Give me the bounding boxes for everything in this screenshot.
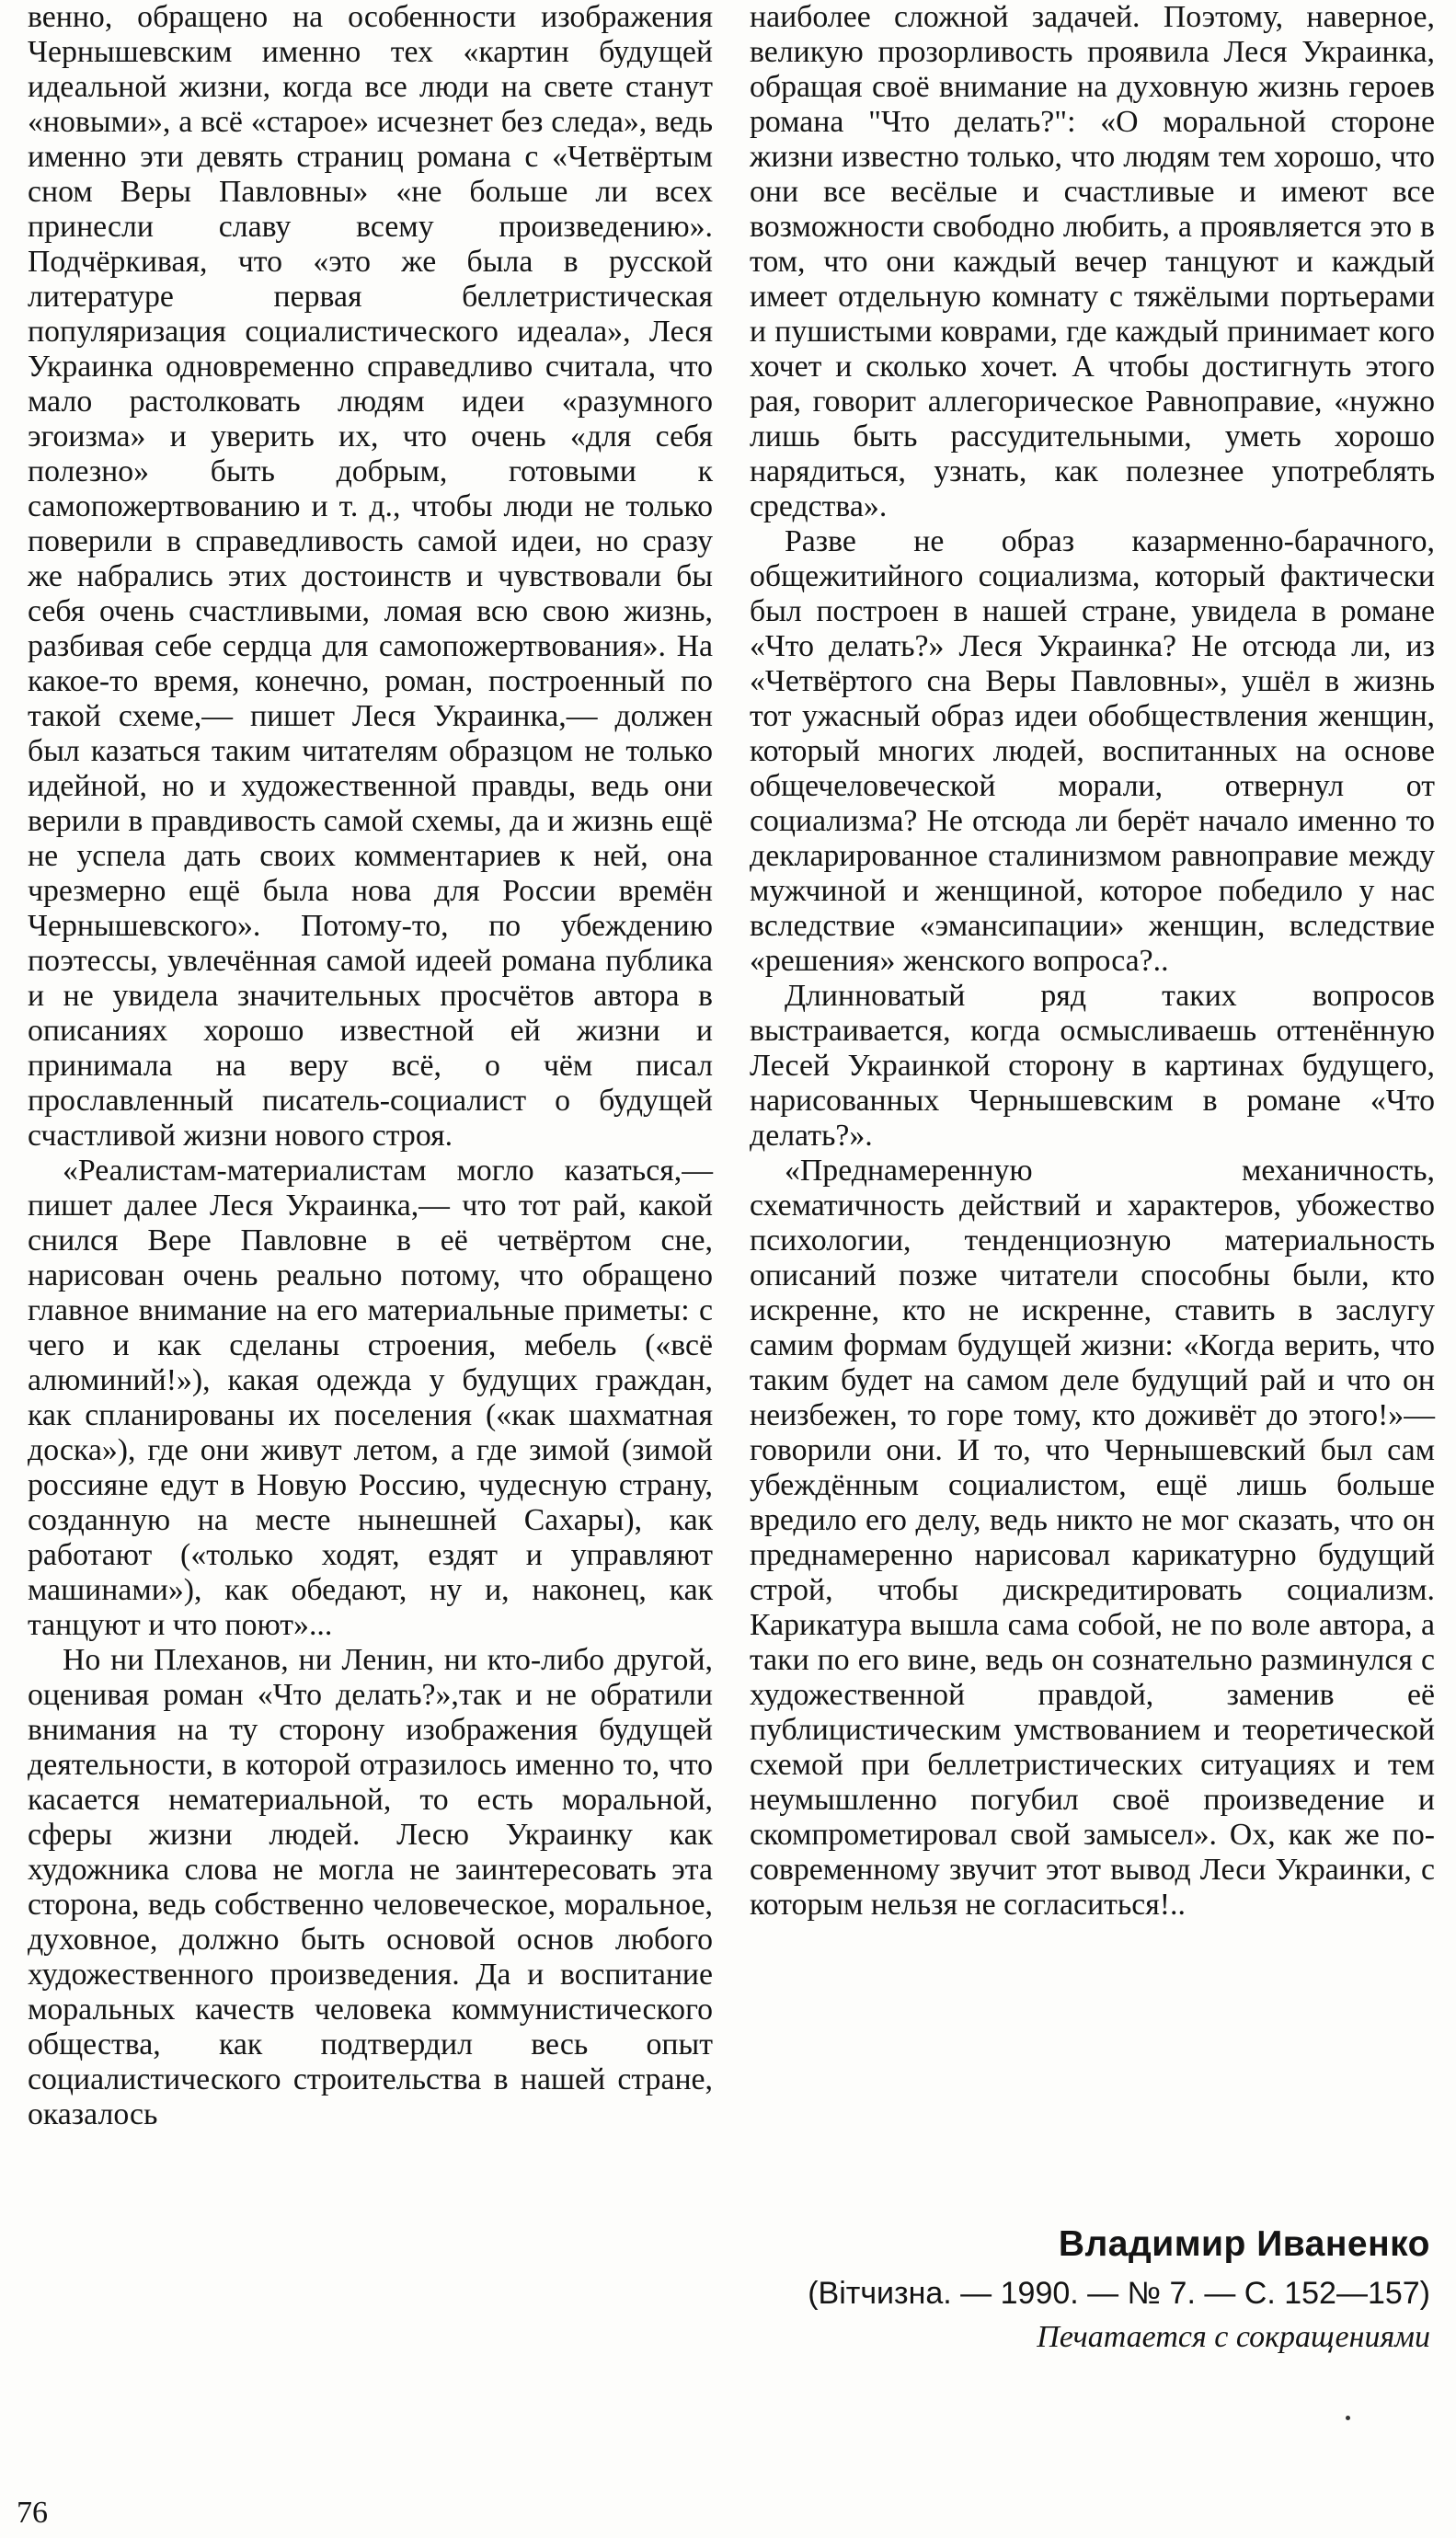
left-paragraph-2: «Реалистам-материалистам могло казаться,— пишет далее Леся Украинка,— что тот рай, какой снился Вере Павловне в её четвёртом сне, нарисован очень реально потому, что обращено главное внимание на его материальные приметы: с чего и как сделаны строения, мебель («всё алюминий!»), какая одежда у будущих граждан, как спланированы их поселения («как шахматная доска»), где они живут летом, а где зимой (зимой россияне едут в Новую Россию, чудесную страну, созданную на месте нынешней Сахары), как работают («только ходят, ездят и управляют машинами»), как обедают, ну и, наконец, как танцуют и что поют»... xyxy=(28,1154,713,1642)
right-column xyxy=(750,0,1435,1923)
left-paragraph-3: Но ни Плеханов, ни Ленин, ни кто-либо другой, оценивая роман «Что делать?»,так и не обратили внимания на ту сторону изображения будущей деятельности, в которой отразилось именно то, что касается нематериальной, то есть моральной, сферы жизни людей. Лесю Украинку как художника слова не могла не заинтересовать эта сторона, ведь собственно человеческое, моральное, духовное, должно быть основой основ любого художественного произведения. Да и воспитание моральных качеств человека коммунистического общества, как подтвердил весь опыт социалистического строительства в нашей стране, оказалось xyxy=(28,1643,713,2131)
source-citation: (Вітчизна. — 1990. — № 7. — С. 152—157) xyxy=(808,2276,1430,2311)
end-mark xyxy=(1346,2416,1350,2420)
right-paragraph-4: «Преднамеренную механичность, схематичность действий и характеров, убожество психологии, тенденциозную материальность описаний позже читатели способны были, кто искренне, кто не искренне, ставить в заслугу самим формам будущей жизни: «Когда верить, что таким будет на самом деле будущий рай и что он неизбежен, то горе тому, кто доживёт до этого!»— говорили они. И то, что Чернышевский был сам убеждённым социалистом, ещё лишь больше вредило его делу, ведь никто не мог сказать, что он преднамеренно нарисовал карикатурно будущий строй, чтобы дискредитировать социализм. Карикатура вышла сама собой, не по воле автора, а таки по его вине, ведь он сознательно разминулся с художественной правдой, заменив её публицистическим умствованием и теоретической схемой при беллетристических ситуациях и тем неумышленно погубил своё произведение и скомпрометировал свой замысел». Ох, как же по-современному звучит этот вывод Леси Украинки, с которым нельзя не согласиться!.. xyxy=(750,1154,1435,1922)
left-column xyxy=(28,0,713,2132)
right-paragraph-2: Разве не образ казарменно-барачного, общежитийного социализма, который фактически был построен в нашей стране, увидела в романе «Что делать?» Леся Украинка? Не отсюда ли, из «Четвёртого сна Веры Павловны», ушёл в жизнь тот ужасный образ идеи обобществления женщин, который многих людей, воспитанных на основе общечеловеческой морали, отвернул от социализма? Не отсюда ли берёт начало именно то декларированное сталинизмом равноправие между мужчиной и женщиной, которое победило у нас вследствие «эмансипации» женщин, вследствие «решения» женского вопроса?.. xyxy=(750,524,1435,978)
abridgement-note: Печатается с сокращениями xyxy=(1037,2320,1430,2354)
right-paragraph-3: Длинноватый ряд таких вопросов выстраивается, когда осмысливаешь оттенённую Лесей Украинкой сторону в картинах будущего, нарисованных Чернышевским в романе «Что делать?». xyxy=(750,979,1435,1153)
author-name: Владимир Иваненко xyxy=(1058,2224,1430,2264)
page-number: 76 xyxy=(17,2496,48,2530)
left-paragraph-1: венно, обращено на особенности изображения Чернышевским именно тех «картин будущей идеальной жизни, когда все люди на свете станут «новыми», а всё «старое» исчезнет без следа», ведь именно эти девять страниц романа с «Четвёртым сном Веры Павловны» «не больше ли всех принесли славу всему произведению». Подчёркивая, что «это же была в русской литературе первая беллетристическая популяризация социалистического идеала», Леся Украинка одновременно справедливо считала, что мало растолковать людям идеи «разумного эгоизма» и уверить их, что очень «для себя полезно» быть добрым, готовыми к самопожертвованию и т. д., чтобы люди не только поверили в справедливость самой идеи, но сразу же набрались этих достоинств и чувствовали бы себя очень счастливыми, ломая всю свою жизнь, разбивая себе сердца для самопожертвования». На какое-то время, конечно, роман, построенный по такой схеме,— пишет Леся Украинка,— должен был казаться таким читателям образцом не только идейной, но и художественной правды, ведь они верили в правдивость самой схемы, да и жизнь ещё не успела дать своих комментариев к ней, она чрезмерно ещё была нова для России времён Чернышевского». Потому-то, по убеждению поэтессы, увлечённая самой идеей романа публика и не увидела значительных просчётов автора в описаниях хорошо известной ей жизни и принимала на веру всё, о чём писал прославленный писатель-социалист о будущей счастливой жизни нового строя. xyxy=(28,0,713,1153)
article-signature xyxy=(750,2222,1430,2358)
right-paragraph-1: наиболее сложной задачей. Поэтому, наверное, великую прозорливость проявила Леся Украинка, обращая своё внимание на духовную жизнь героев романа "Что делать?": «О моральной стороне жизни известно только, что людям тем хорошо, что они все весёлые и счастливые и имеют все возможности свободно любить, а проявляется это в том, что они каждый вечер танцуют и каждый имеет отдельную комнату с тяжёлыми портьерами и пушистыми коврами, где каждый принимает кого хочет и сколько хочет. А чтобы достигнуть этого рая, говорит аллегорическое Равноправие, «нужно лишь быть рассудительными, уметь хорошо нарядиться, узнать, как полезнее употреблять средства». xyxy=(750,0,1435,523)
